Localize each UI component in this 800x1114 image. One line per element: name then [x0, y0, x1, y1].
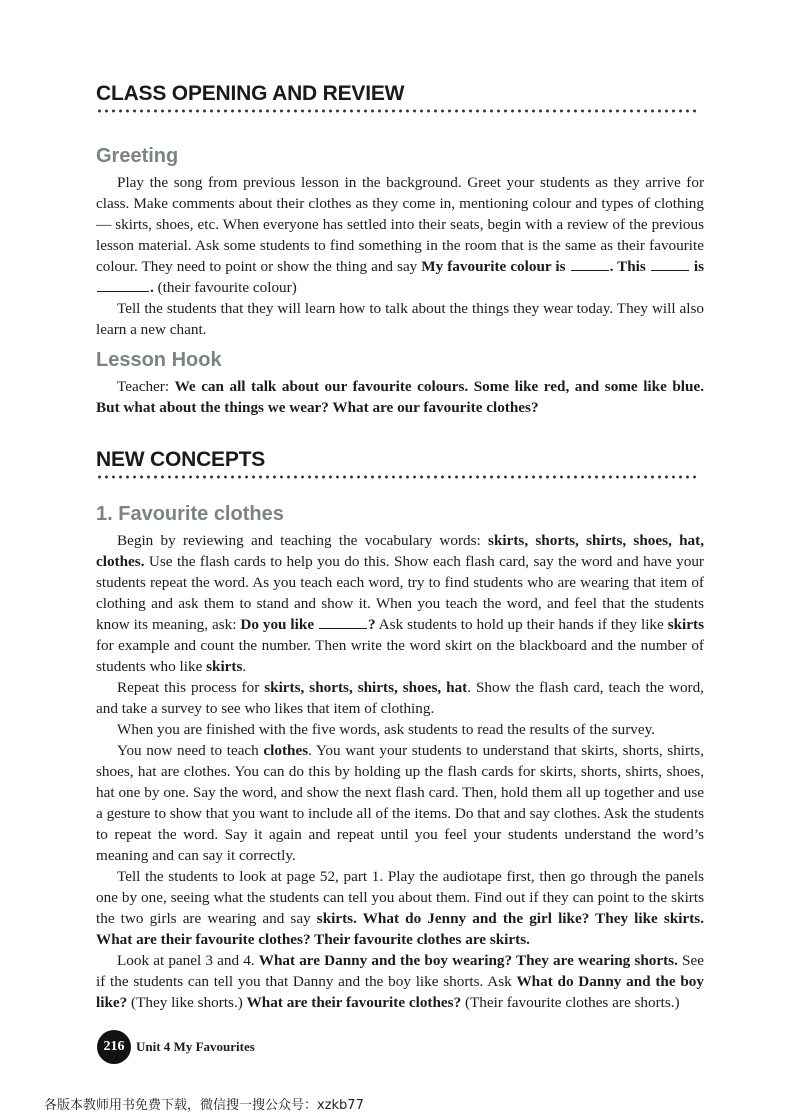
section-title-new-concepts: NEW CONCEPTS [96, 448, 266, 471]
greeting-paragraph-2: Tell the students that they will learn how to talk about the things they wear today. They will also learn a new chant. [96, 300, 704, 338]
section-title-class-opening: CLASS OPENING AND REVIEW [96, 82, 405, 105]
fill-blank [571, 256, 609, 271]
unit-label: Unit 4 My Favourites [136, 1039, 255, 1054]
concepts-paragraph-6: Look at panel 3 and 4. What are Danny and the boy wearing? They are wearing shorts. See if the students can tell you that Danny and the boy like shorts. Ask What do Danny and the boy like? (They like shorts.) What are their favourite clothes? (Their favourite clothes are shorts.) [96, 952, 704, 1011]
concepts-paragraph-2: Repeat this process for skirts, shorts, shirts, shoes, hat. Show the flash card, teach the word, and take a survey to see who likes that item of clothing. [96, 679, 704, 717]
concepts-paragraph-3: When you are finished with the five words, ask students to read the results of the survey. [117, 721, 656, 738]
page-content [96, 80, 704, 1013]
page-footer [97, 1030, 255, 1064]
greeting-paragraph-1: Play the song from previous lesson in the background. Greet your students as they arrive for class. Make comments about their clothes as they come in, mentioning colour and types of clothing — skirts, shoes, etc. When everyone has settled into their seats, begin with a review of the previous lesson material. Ask some students to find something in the room that is the same as their favourite colour. They need to point or show the thing and say My favourite colour is . This is . (their favourite colour) [96, 174, 705, 296]
concepts-paragraph-1: Begin by reviewing and teaching the vocabulary words: skirts, shorts, shirts, shoes, hat, clothes. Use the flash cards to help you do this. Show each flash card, say the word and have your students repeat the word. As you teach each word, try to find students who are wearing that item of clothing and ask them to stand and show it. When you teach the word, and feel that the students know its meaning, ask: Do you like ? Ask students to hold up their hands if they like skirts for example and count the number. Then write the word skirt on the blackboard and the number of students who like skirts. [96, 532, 704, 675]
fill-blank [319, 614, 367, 629]
concepts-paragraph-4: You now need to teach clothes. You want your students to understand that skirts, shorts, shirts, shoes, hat are clothes. You can do this by holding up the flash cards for skirts, shorts, shirts, shoes, hat one by one. Say the word, and show the next flash card. Then, hold them all up together and use a gesture to show that you want to include all of the items. Do that and say clothes. Ask the students to repeat the word. Say it again and repeat until you feel your students understand the word’s meaning and can say it correctly. [96, 742, 704, 864]
concepts-paragraph-5: Tell the students to look at page 52, part 1. Play the audiotape first, then go through the panels one by one, seeing what the students can tell you about them. Find out if they can point to the skirts the two girls are wearing and say skirts. What do Jenny and the girl like? They like skirts. What are their favourite clothes? Their favourite clothes are skirts. [96, 868, 704, 948]
dotted-divider [96, 475, 699, 479]
fill-blank [97, 277, 149, 292]
download-note: 各版本教师用书免费下载，微信搜一搜公众号：xzkb77 [44, 1098, 364, 1113]
dotted-divider [96, 109, 699, 113]
fill-blank [651, 256, 689, 271]
heading-greeting: Greeting [96, 145, 179, 167]
heading-lesson-hook: Lesson Hook [96, 349, 222, 371]
lesson-hook-paragraph: Teacher: We can all talk about our favourite colours. Some like red, and some like blue. But what about the things we wear? What are our favourite clothes? [96, 378, 704, 416]
page-number: 216 [97, 1030, 131, 1064]
heading-favourite-clothes: 1. Favourite clothes [96, 503, 284, 525]
